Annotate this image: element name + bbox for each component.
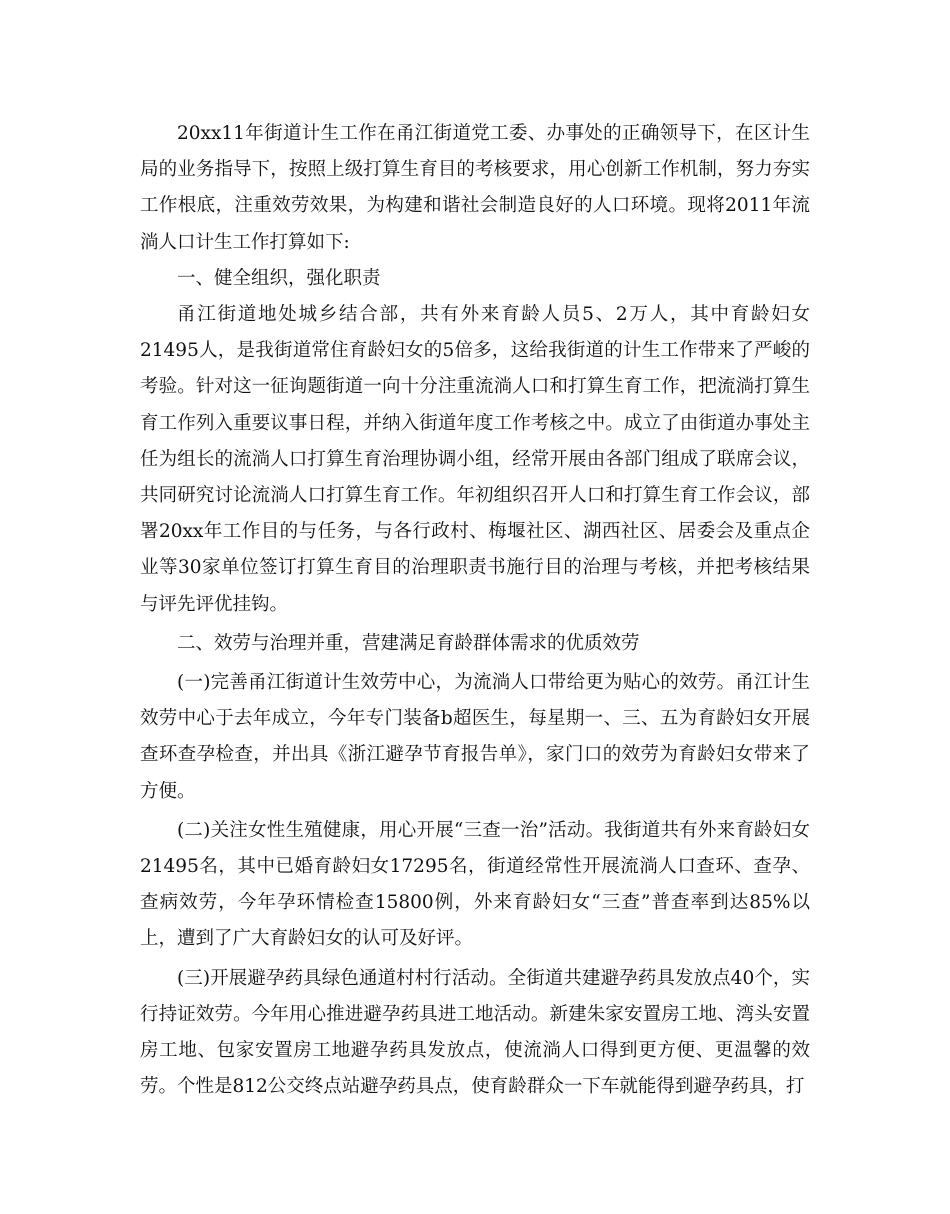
section-1-paragraph: 甬江街道地处城乡结合部，共有外来育龄人员5、2万人，其中育龄妇女21495人，是我街道常住育龄妇女的5倍多，这给我街道的计生工作带来了严峻的考验。针对这一征询题街道一向十分注重流淌人口和打算生育工作，把流淌打算生育工作列入重要议事日程，并纳入街道年度工作考核之中。成立了由街道办事处主任为组长的流淌人口打算生育治理协调小组，经常开展由各部门组成了联席会议，共同研究讨论流淌人口打算生育工作。年初组织召开人口和打算生育工作会议，部署20xx年工作目的与任务，与各行政村、梅堰社区、湖西社区、居委会及重点企业等30家单位签订打算生育目的治理职责书施行目的治理与考核，并把考核结果与评先评优挂钩。 bbox=[140, 304, 810, 615]
section-1-heading: 一、健全组织，强化职责 bbox=[177, 267, 381, 289]
section-2-heading: 二、效劳与治理并重，营建满足育龄群体需求的优质效劳 bbox=[177, 632, 640, 654]
section-2-item-1-paragraph: (一)完善甬江街道计生效劳中心，为流淌人口带给更为贴心的效劳。甬江计生效劳中心于去年成立，今年专门装备b超医生，每星期一、三、五为育龄妇女开展查环查孕检查，并出具《浙江避孕节育报告单》，家门口的效劳为育龄妇女带来了方便。 bbox=[140, 672, 810, 802]
intro-paragraph: 20xx11年街道计生工作在甬江街道党工委、办事处的正确领导下，在区计生局的业务指导下，按照上级打算生育目的考核要求，用心创新工作机制，努力夯实工作根底，注重效劳效果，为构建和谐社会制造良好的人口环境。现将2011年流淌人口计生工作打算如下: bbox=[140, 123, 810, 253]
section-2-item-3-paragraph: (三)开展避孕药具绿色通道村村行活动。全街道共建避孕药具发放点40个，实行持证效劳。今年用心推进避孕药具进工地活动。新建朱家安置房工地、湾头安置房工地、包家安置房工地避孕药具发放点，使流淌人口得到更方便、更温馨的效劳。个性是812公交终点站避孕药具点，使育龄群众一下车就能得到避孕药具，打 bbox=[140, 967, 810, 1098]
document-body bbox=[140, 116, 810, 1105]
section-2-item-2-paragraph: (二)关注女性生殖健康，用心开展“三查一治”活动。我街道共有外来育龄妇女21495名，其中已婚育龄妇女17295名，街道经常性开展流淌人口查环、查孕、查病效劳，今年孕环情检查15800例，外来育龄妇女“三查”普查率到达85%以上，遭到了广大育龄妇女的认可及好评。 bbox=[140, 819, 810, 950]
